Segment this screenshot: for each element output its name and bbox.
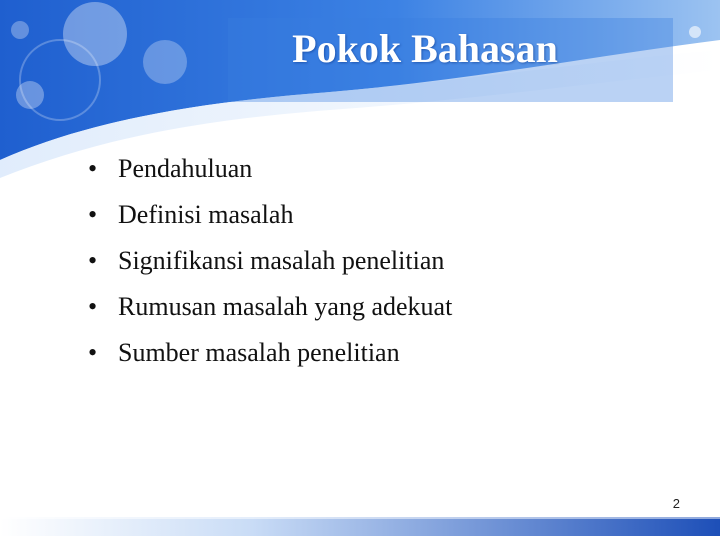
deco-circle-tiny [11, 21, 29, 39]
footer-bar [0, 517, 720, 536]
bullet-dot-icon: • [88, 154, 98, 183]
list-item [88, 330, 452, 376]
list-item [88, 284, 452, 330]
deco-circle-large [63, 2, 127, 66]
bullet-text: Rumusan masalah yang adekuat [118, 292, 453, 321]
deco-circle-mid [143, 40, 187, 84]
list-item [88, 146, 452, 192]
list-item [88, 238, 452, 284]
bullet-text: Definisi masalah [118, 200, 294, 229]
bullet-text: Pendahuluan [118, 154, 253, 183]
slide-title: Pokok Bahasan [292, 26, 558, 71]
bullet-dot-icon: • [88, 338, 98, 367]
bullet-dot-icon: • [88, 246, 98, 275]
list-item [88, 192, 452, 238]
page-number: 2 [672, 496, 680, 511]
deco-circle-right [689, 26, 701, 38]
bullet-text: Sumber masalah penelitian [118, 338, 400, 367]
bullet-list [88, 146, 452, 376]
bullet-text: Signifikansi masalah penelitian [118, 246, 445, 275]
bullet-dot-icon: • [88, 292, 98, 321]
bullet-dot-icon: • [88, 200, 98, 229]
